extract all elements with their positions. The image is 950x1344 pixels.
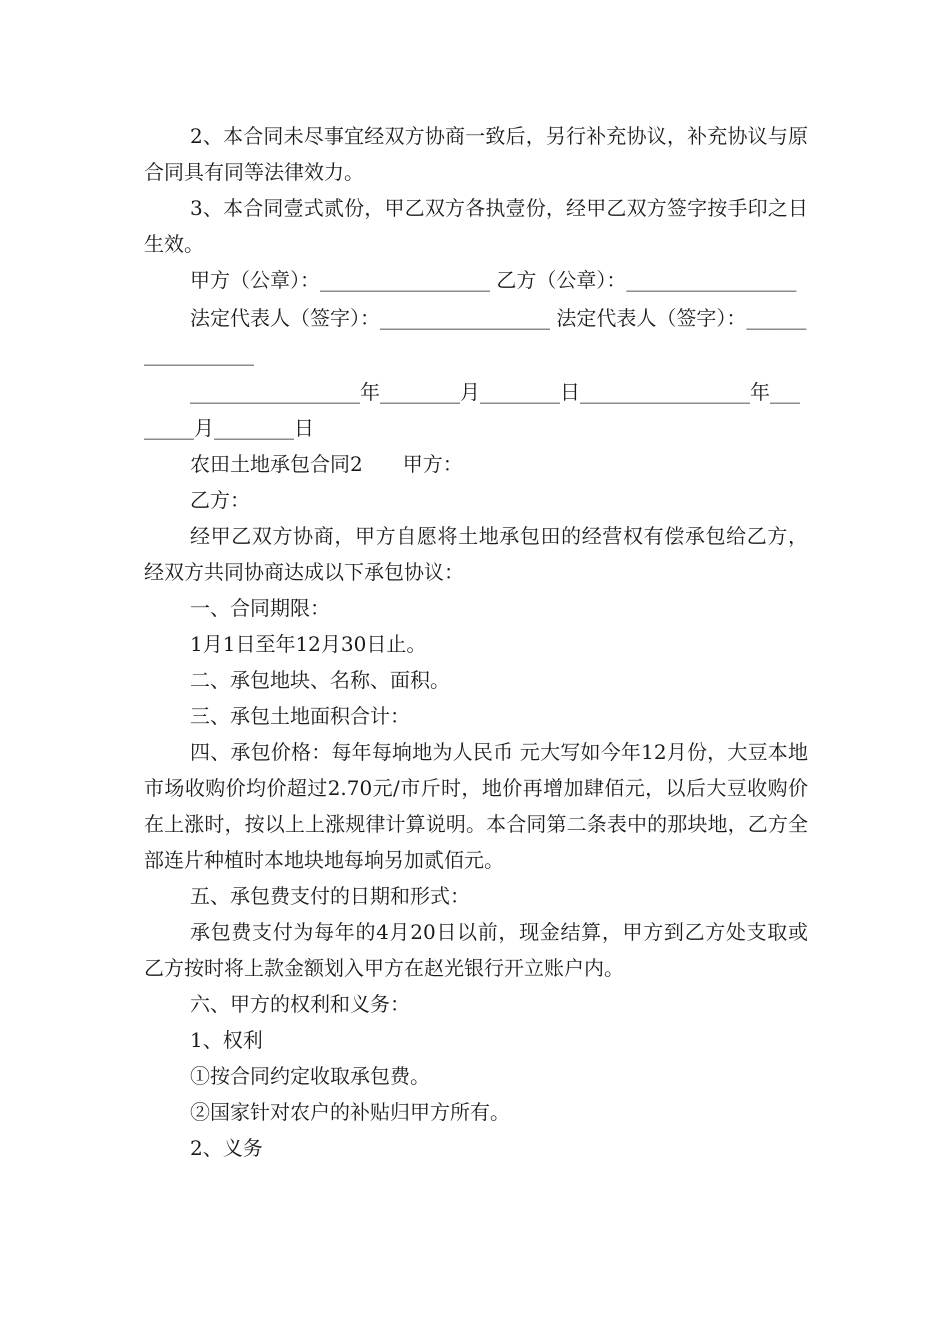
right-item-1: ①按合同约定收取承包费。: [190, 1064, 430, 1088]
signing-date-line: _________________年________月________日_________________年________月________日: [144, 380, 800, 440]
contract-term: 1月1日至年12月30日止。: [190, 632, 427, 656]
clause-2-supplement: 2、本合同未尽事宜经双方协商一致后，另行补充协议，补充协议与原合同具有同等法律效力。: [144, 124, 808, 184]
party-seal-line: 甲方（公章）：_________________ 乙方（公章）：_________________: [190, 268, 797, 292]
legal-representative-line: 法定代表人（签字）：_________________ 法定代表人（签字）：_________________: [144, 306, 807, 366]
preamble: 经甲乙双方协商，甲方自愿将土地承包田的经营权有偿承包给乙方，经双方共同协商达成以下承包协议：: [144, 524, 808, 584]
section-5-heading: 五、承包费支付的日期和形式：: [190, 884, 470, 908]
right-item-2: ②国家针对农户的补贴归甲方所有。: [190, 1100, 510, 1124]
document-body: [144, 118, 808, 1166]
contract-2-title-party-a: 农田土地承包合同2 甲方：: [190, 452, 463, 476]
obligations-heading: 2、义务: [190, 1136, 263, 1160]
rights-heading: 1、权利: [190, 1028, 263, 1052]
party-b-label: 乙方：: [190, 488, 250, 512]
clause-3-copies: 3、本合同壹式贰份，甲乙双方各执壹份，经甲乙双方签字按手印之日生效。: [144, 196, 808, 256]
section-2-heading: 二、承包地块、名称、面积。: [190, 668, 450, 692]
section-3-heading: 三、承包土地面积合计：: [190, 704, 410, 728]
payment-terms: 承包费支付为每年的4月20日以前，现金结算，甲方到乙方处支取或乙方按时将上款金额划入甲方在赵光银行开立账户内。: [144, 920, 808, 980]
section-1-heading: 一、合同期限：: [190, 596, 330, 620]
section-6-heading: 六、甲方的权利和义务：: [190, 992, 410, 1016]
section-4-price: 四、承包价格：每年每垧地为人民币 元大写如今年12月份，大豆本地市场收购价均价超过2.70元/市斤时，地价再增加肆佰元，以后大豆收购价在上涨时，按以上上涨规律计算说明。本合同第二条表中的那块地，乙方全部连片种植时本地块地每垧另加贰佰元。: [144, 740, 808, 872]
